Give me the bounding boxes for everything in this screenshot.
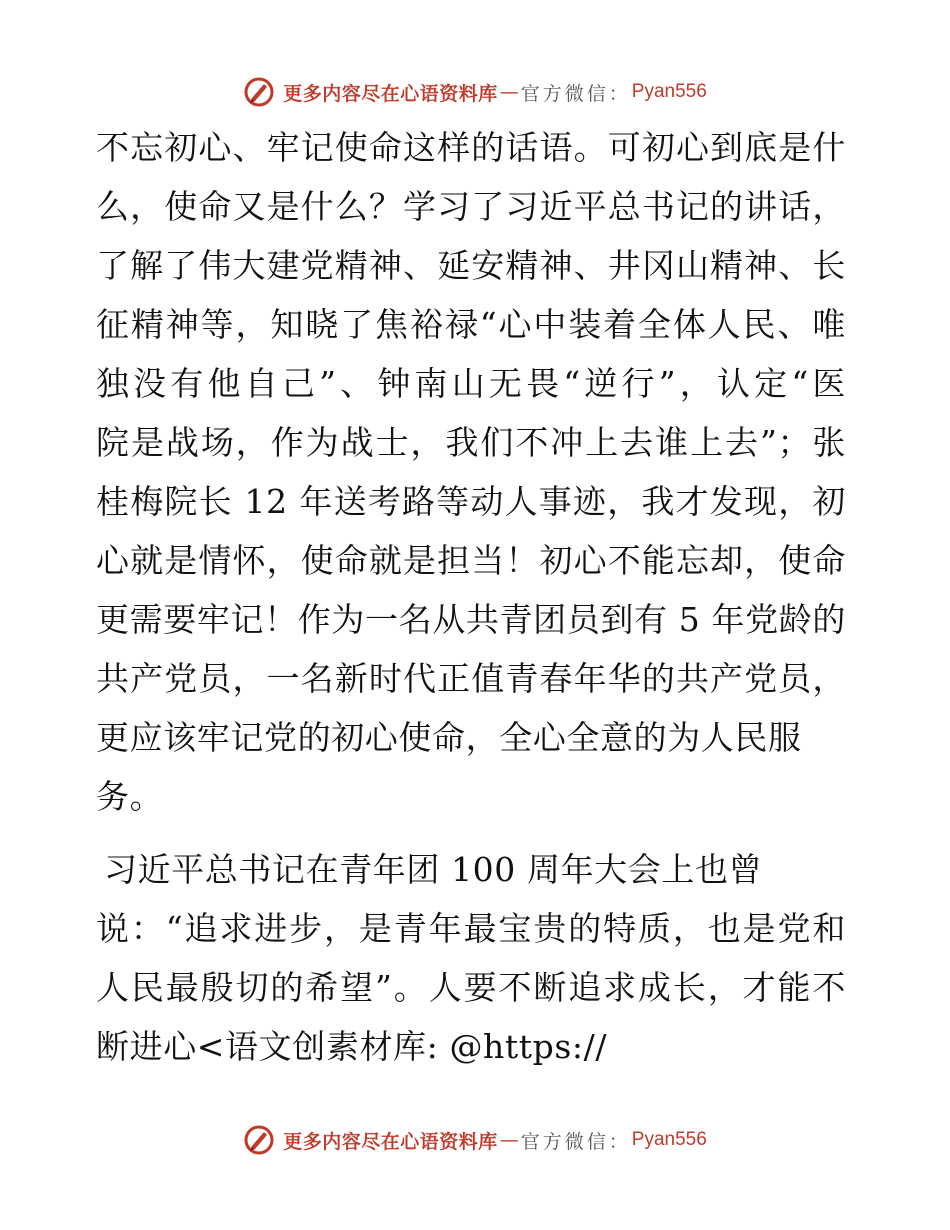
brush-logo-icon [243,1124,275,1156]
watermark-official-label: 官方微信 [520,82,609,105]
watermark-main-text: 更多内容尽在心语资料库 [283,82,498,105]
text-line: 共产党员，一名新时代正值青春年华的共产党员， [96,659,846,698]
text-line: 院是战场，作为战士，我们不冲上去谁上去”；张 [96,423,846,462]
text-line: 断进心<语文创素材库: @https:// [96,1027,608,1066]
text-line: 征精神等，知晓了焦裕禄“心中装着全体人民、唯 [96,305,846,344]
document-body [96,118,866,1076]
text-line: 更需要牢记！作为一名从共青团员到有 5 年党龄的 [96,600,846,639]
watermark-wechat-id: Pyan556 [631,81,707,102]
header-watermark [0,72,950,112]
watermark-dash: — [499,1129,519,1151]
watermark-colon: ： [608,1130,628,1153]
watermark-wechat-id: Pyan556 [631,1129,707,1150]
text-line: 心就是情怀，使命就是担当！初心不能忘却，使命 [96,541,846,580]
paragraph-1 [96,118,866,826]
paragraph-2 [96,840,866,1076]
watermark-colon: ： [608,82,628,105]
text-line: 不忘初心、牢记使命这样的话语。可初心到底是什 [96,128,846,167]
watermark-main-text: 更多内容尽在心语资料库 [283,1130,498,1153]
text-line: 更应该牢记党的初心使命，全心全意的为人民服 [96,718,802,757]
text-line: 么，使命又是什么？学习了习近平总书记的讲话， [96,187,846,226]
footer-watermark [0,1120,950,1160]
text-line: 人民最殷切的希望”。人要不断追求成长，才能不 [96,968,846,1007]
text-line: 独没有他自己”、钟南山无畏“逆行”，认定“医 [96,364,846,403]
text-line: 习近平总书记在青年团 100 周年大会上也曾 [104,850,763,889]
watermark-official-label: 官方微信 [520,1130,609,1153]
text-line: 务。 [96,777,164,816]
watermark-dash: — [499,81,519,103]
text-line: 桂梅院长 12 年送考路等动人事迹，我才发现，初 [96,482,846,521]
text-line: 了解了伟大建党精神、延安精神、井冈山精神、长 [96,246,846,285]
text-line: 说：“追求进步，是青年最宝贵的特质，也是党和 [96,909,846,948]
brush-logo-icon [243,76,275,108]
